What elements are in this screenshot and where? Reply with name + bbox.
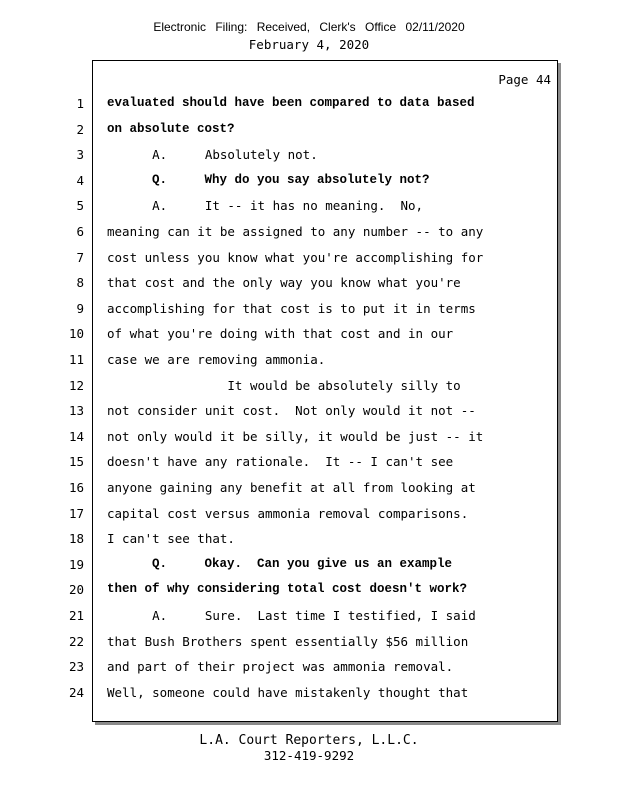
line-number: 9	[76, 301, 84, 316]
transcript-line: then of why considering total cost doesn't work?	[107, 582, 468, 596]
line-number: 13	[68, 403, 84, 418]
transcript-line: not consider unit cost. Not only would it not --	[107, 403, 476, 418]
transcript-line: cost unless you know what you're accomplishing for	[107, 250, 484, 265]
transcript-line: A. It -- it has no meaning. No,	[107, 198, 424, 213]
transcript-line: of what you're doing with that cost and in our	[107, 326, 454, 341]
line-number: 3	[76, 147, 84, 162]
transcript-line: Q. Okay. Can you give us an example	[107, 557, 453, 571]
transcript-line: on absolute cost?	[107, 122, 235, 136]
line-number: 19	[68, 557, 84, 572]
transcript-line: meaning can it be assigned to any number -- to any	[107, 224, 484, 239]
transcript-line: A. Absolutely not.	[107, 147, 318, 162]
transcript-line: that Bush Brothers spent essentially $56 million	[107, 634, 469, 649]
line-number: 22	[68, 634, 84, 649]
transcript-line: doesn't have any rationale. It -- I can't see	[107, 454, 454, 469]
deposition-date: February 4, 2020	[248, 37, 370, 52]
transcript-line: capital cost versus ammonia removal comparisons.	[107, 506, 469, 521]
line-number: 1	[76, 96, 84, 111]
transcript-line: case we are removing ammonia.	[107, 352, 326, 367]
line-number: 6	[76, 224, 84, 239]
court-reporter-name: L.A. Court Reporters, L.L.C.	[199, 733, 419, 748]
line-number: 23	[68, 659, 84, 674]
transcript-line: A. Sure. Last time I testified, I said	[107, 608, 476, 623]
transcript-line: Q. Why do you say absolutely not?	[107, 173, 430, 187]
line-number: 20	[68, 582, 84, 597]
line-number: 15	[68, 454, 84, 469]
transcript-line: accomplishing for that cost is to put it in terms	[107, 301, 476, 316]
transcript-line: Well, someone could have mistakenly thought that	[107, 685, 469, 700]
court-reporter-phone: 312-419-9292	[263, 748, 355, 763]
line-number: 24	[68, 685, 84, 700]
transcript-line: not only would it be silly, it would be just -- it	[107, 429, 484, 444]
line-number: 14	[68, 429, 84, 444]
line-number: 7	[76, 250, 84, 265]
line-number: 18	[68, 531, 84, 546]
transcript-line: I can't see that.	[107, 531, 235, 546]
line-number: 2	[76, 122, 84, 137]
line-number: 12	[68, 378, 84, 393]
transcript-line: evaluated should have been compared to data based	[107, 96, 475, 110]
transcript-line: anyone gaining any benefit at all from looking at	[107, 480, 476, 495]
line-number: 17	[68, 506, 84, 521]
page-number: Page 44	[498, 72, 551, 87]
transcript-line: that cost and the only way you know what you're	[107, 275, 461, 290]
line-number: 5	[76, 198, 84, 213]
filing-stamp: Electronic Filing: Received, Clerk's Office 02/11/2020	[153, 20, 465, 34]
transcript-line: It would be absolutely silly to	[107, 378, 461, 393]
line-number: 11	[68, 352, 84, 367]
line-number: 10	[68, 326, 84, 341]
line-number: 21	[68, 608, 84, 623]
line-number: 8	[76, 275, 84, 290]
transcript-line: and part of their project was ammonia removal.	[107, 659, 454, 674]
line-number: 16	[68, 480, 84, 495]
line-number: 4	[76, 173, 84, 188]
